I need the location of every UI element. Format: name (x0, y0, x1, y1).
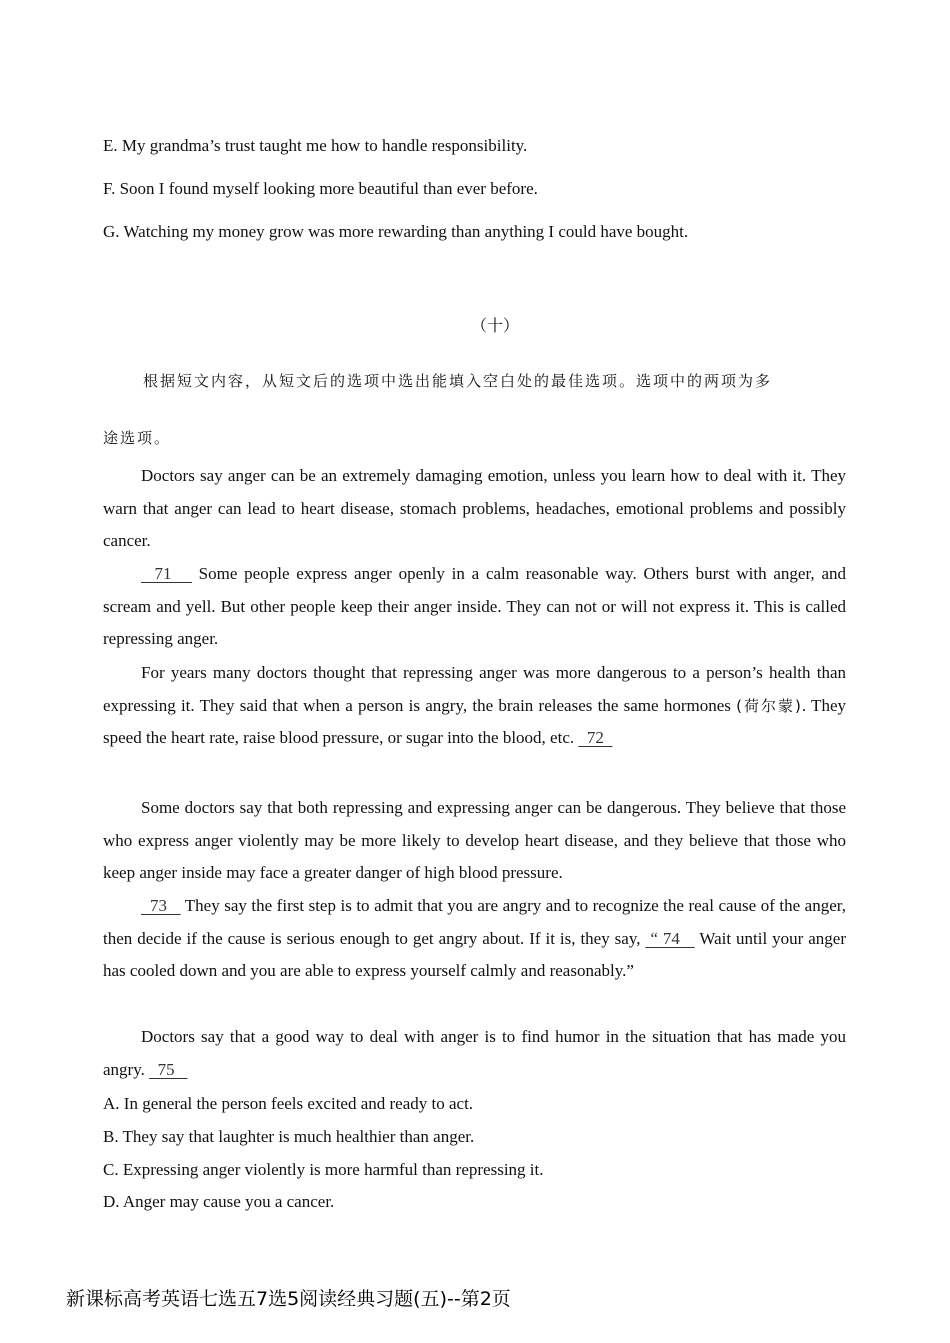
prev-option-g: G. Watching my money grow was more rewarding than anything I could have bought. (103, 222, 689, 241)
blank-73[interactable]: 73 (141, 896, 181, 915)
prev-option-e: E. My grandma’s trust taught me how to handle responsibility. (103, 136, 528, 155)
passage-paragraph-1: Doctors say anger can be an extremely damaging emotion, unless you learn how to deal with it. They warn that anger can lead to heart disease, stomach problems, headaches, emotional problems and possibly cancer. (103, 466, 846, 551)
option-c: C. Expressing anger violently is more harmful than repressing it. (103, 1160, 544, 1179)
passage-paragraph-3 (103, 657, 846, 755)
prev-option-f: F. Soon I found myself looking more beautiful than ever before. (103, 179, 538, 198)
paragraph-3-text-b: . They speed the heart rate, raise blood pressure, or sugar into the blood, etc. (103, 695, 846, 748)
passage-paragraph-6 (103, 1021, 846, 1086)
passage-paragraph-5 (103, 890, 846, 988)
page-footer: 新课标高考英语七选五7选5阅读经典习题(五)--第2页 (66, 1288, 511, 1310)
hormones-gloss: (荷尔蒙) (736, 696, 802, 715)
paragraph-2-text: Some people express anger openly in a calm reasonable way. Others burst with anger, and scream and yell. But other people keep their anger inside. They can not or will not express it. This is called repressing anger. (103, 564, 846, 649)
paragraph-5-text-b: Wait until your anger has cooled down and you are able to express yourself calmly and reasonably.” (103, 928, 846, 981)
option-b: B. They say that laughter is much healthier than anger. (103, 1127, 475, 1146)
blank-75[interactable]: 75 (149, 1059, 188, 1079)
paragraph-5-text-a: They say the first step is to admit that you are angry and to recognize the real cause of the anger, then decide if the cause is serious enough to get angry about. If it is, they say, (103, 896, 846, 948)
blank-71[interactable]: 71 (141, 564, 192, 583)
passage-paragraph-4: Some doctors say that both repressing and expressing anger can be dangerous. They believe that those who express anger violently may be more likely to develop heart disease, and they believe that those who keep anger inside may face a greater danger of high blood pressure. (103, 798, 846, 883)
instructions-line2: 途选项。 (103, 429, 172, 447)
instructions-line1: 根据短文内容，从短文后的选项中选出能填入空白处的最佳选项。选项中的两项为多 (143, 372, 773, 390)
option-d: D. Anger may cause you a cancer. (103, 1192, 335, 1211)
paragraph-3-text-a: For years many doctors thought that repressing anger was more dangerous to a person’s health than expressing it. They said that when a person is angry, the brain releases the same hormones (103, 663, 846, 715)
blank-74[interactable]: “ 74 (645, 928, 695, 948)
blank-72[interactable]: 72 (578, 728, 613, 748)
section-title: （十） (470, 316, 519, 335)
option-a: A. In general the person feels excited and ready to act. (103, 1094, 474, 1113)
passage-paragraph-2 (103, 558, 846, 656)
paragraph-6-text: Doctors say that a good way to deal with anger is to find humor in the situation that has made you angry. (103, 1027, 846, 1079)
